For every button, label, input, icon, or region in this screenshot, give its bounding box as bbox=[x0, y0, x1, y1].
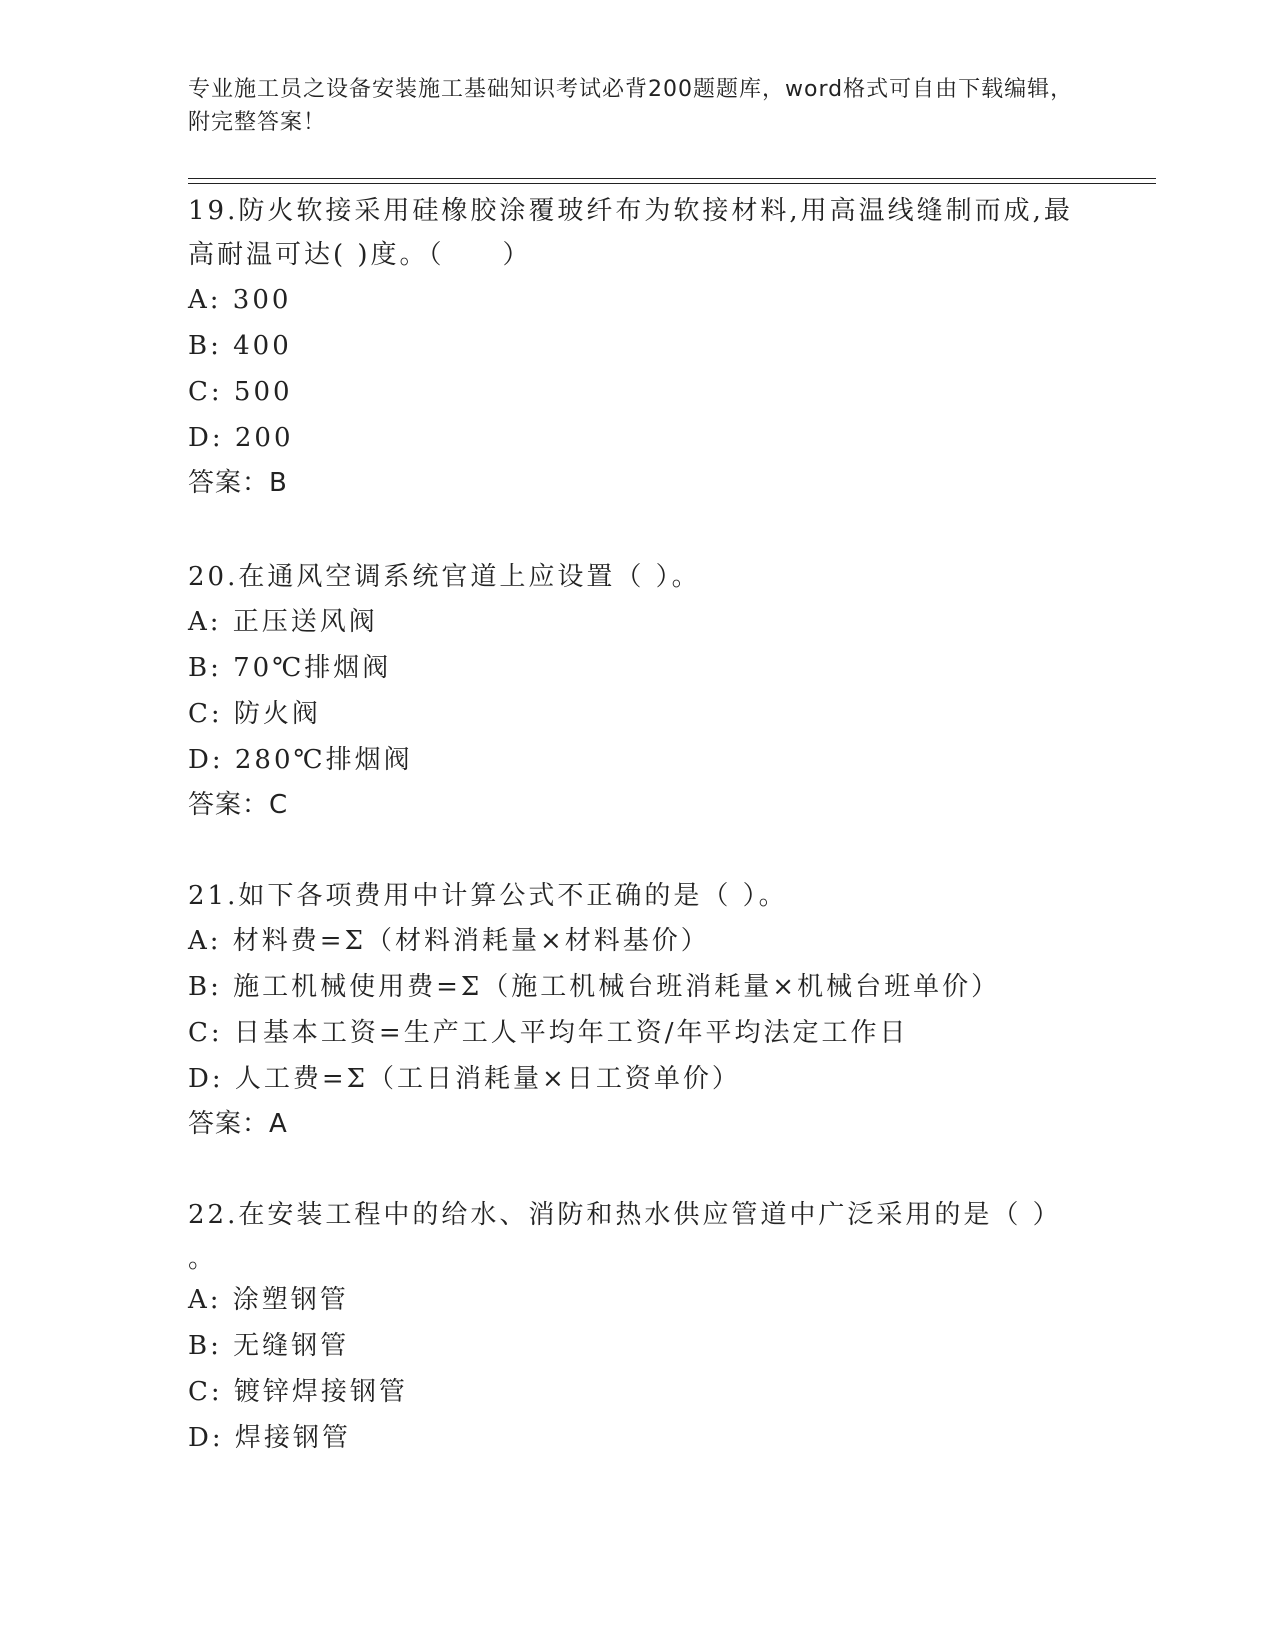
question-20 bbox=[188, 555, 1088, 827]
option-b: B: 400 bbox=[188, 331, 292, 361]
question-stem-line: 22.在安装工程中的给水、消防和热水供应管道中广泛采用的是（ ） bbox=[188, 1200, 1062, 1230]
question-stem-line: 19.防火软接采用硅橡胶涂覆玻纤布为软接材料,用高温线缝制而成,最 bbox=[188, 196, 1073, 226]
option-a: A: 涂塑钢管 bbox=[188, 1285, 349, 1315]
option-d: D: 200 bbox=[188, 423, 294, 453]
answer-label: 答案：C bbox=[188, 790, 289, 820]
question-19 bbox=[188, 189, 1088, 505]
document-header bbox=[188, 73, 1088, 139]
question-22 bbox=[188, 1193, 1088, 1461]
option-a: A: 材料费=Σ（材料消耗量×材料基价） bbox=[188, 926, 710, 956]
answer-label: 答案：A bbox=[188, 1109, 288, 1139]
question-stem-line: 20.在通风空调系统官道上应设置（ ）。 bbox=[188, 562, 701, 592]
header-divider-bottom bbox=[188, 183, 1156, 184]
answer-label: 答案：B bbox=[188, 468, 288, 498]
question-stem-line: 。 bbox=[188, 1244, 218, 1274]
question-21 bbox=[188, 874, 1088, 1146]
option-d: D: 人工费=Σ（工日消耗量×日工资单价） bbox=[188, 1064, 741, 1094]
option-b: B: 70℃排烟阀 bbox=[188, 653, 392, 683]
option-b: B: 无缝钢管 bbox=[188, 1331, 350, 1361]
header-text: 专业施工员之设备安装施工基础知识考试必背200题题库，word格式可自由下载编辑，附完整答案！ bbox=[188, 77, 1074, 135]
option-b: B: 施工机械使用费=Σ（施工机械台班消耗量×机械台班单价） bbox=[188, 972, 1001, 1002]
option-d: D: 焊接钢管 bbox=[188, 1423, 351, 1453]
option-c: C: 防火阀 bbox=[188, 699, 321, 729]
question-stem-line: 21.如下各项费用中计算公式不正确的是（ ）。 bbox=[188, 881, 788, 911]
option-a: A: 正压送风阀 bbox=[188, 607, 378, 637]
option-c: C: 500 bbox=[188, 377, 293, 407]
header-divider-top bbox=[188, 178, 1156, 179]
option-a: A: 300 bbox=[188, 285, 292, 315]
question-stem-line: 高耐温可达( )度。（ ） bbox=[188, 240, 532, 270]
option-c: C: 镀锌焊接钢管 bbox=[188, 1377, 408, 1407]
option-c: C: 日基本工资=生产工人平均年工资/年平均法定工作日 bbox=[188, 1018, 909, 1048]
option-d: D: 280℃排烟阀 bbox=[188, 745, 413, 775]
